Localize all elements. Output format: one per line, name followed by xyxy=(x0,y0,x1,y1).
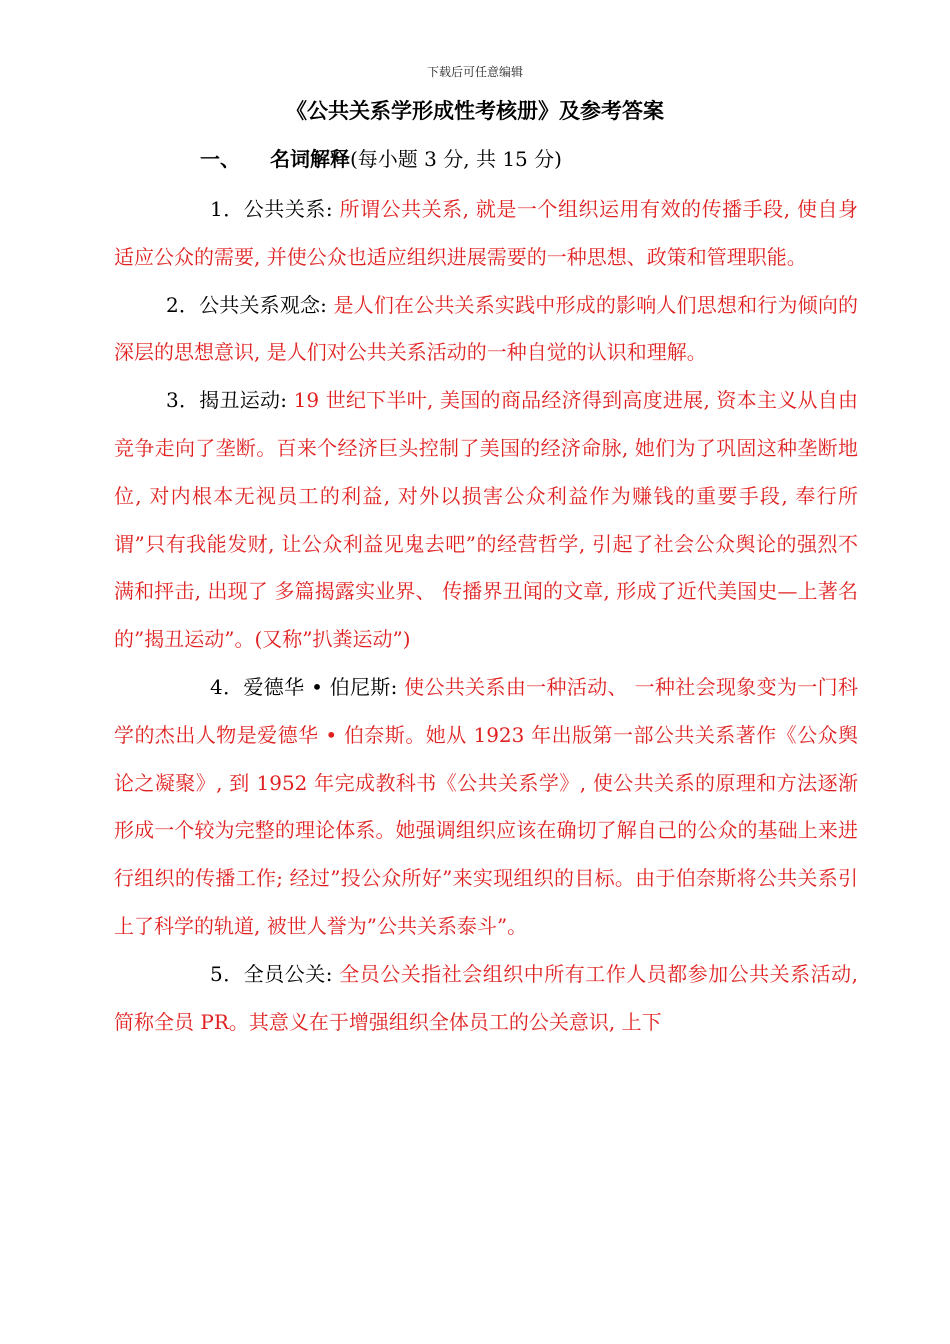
entry-term: 4．爱德华 • 伯尼斯: xyxy=(210,674,405,699)
section-name: 名词解释 xyxy=(270,147,350,171)
entry-definition: 19 世纪下半叶, 美国的商品经济得到高度进展, 资本主义从自由竞争走向了垄断。百来个经济巨头控制了美国的经济命脉, 她们为了巩固这种垄断地位, 对内根本无视员工的利益, 对外以损害公众利益作为赚钱的重要手段, 奉行所谓”只有我能发财, 让公众利益见鬼去吧”的经营哲学, 引起了社会公众舆论的强烈不满和抨击, 出现了 多篇揭露实业界、 传播界丑闻的文章, 形成了近代美国史—上著名的”揭丑运动”。(又称”扒粪运动”) xyxy=(114,388,858,652)
entry-definition: 所谓公共关系, 就是一个组织运用有效的传播手段, 使自身适应公众的需要, 并使公众也适应组织进展需要的一种思想、政策和管理职能。 xyxy=(114,197,858,269)
watermark-text: 下载后可任意编辑 xyxy=(426,65,523,79)
section-number: 一、 xyxy=(200,147,240,171)
entry-definition: 使公共关系由一种活动、 一种社会现象变为一门科学的杰出人物是爱德华 • 伯奈斯。她从 1923 年出版第一部公共关系著作《公众舆论之凝聚》, 到 1952 年完成教科书《公共关系学》, 使公共关系的原理和方法逐渐形成一个较为完整的理论体系。她强调组织应该在确切了解自己的公众的基础上来进行组织的传播工作; 经过”投公众所好”来实现组织的目标。由于伯奈斯将公共关系引上了科学的轨道, 被世人誉为”公共关系泰斗”。 xyxy=(114,674,858,938)
entry-public-relations xyxy=(114,186,858,282)
entry-term: 5．全员公关: xyxy=(210,961,340,986)
entry-muckraking xyxy=(114,377,858,664)
entry-term: 2．公共关系观念: xyxy=(166,292,334,317)
entry-term: 1．公共关系: xyxy=(210,197,340,221)
entry-total-pr xyxy=(114,951,858,1047)
section-heading xyxy=(200,144,562,174)
entry-pr-concept xyxy=(114,282,858,378)
entry-edward-bernays xyxy=(114,664,858,951)
document-title: 《公共关系学形成性考核册》及参考答案 xyxy=(286,98,664,123)
section-note: (每小题 3 分, 共 15 分) xyxy=(350,147,562,171)
document-body xyxy=(114,186,858,1046)
entry-term: 3．揭丑运动: xyxy=(166,388,294,413)
entry-definition: 全员公关指社会组织中所有工作人员都参加公共关系活动, 简称全员 PR。其意义在于增强组织全体员工的公关意识, 上下 xyxy=(114,961,858,1034)
entry-definition: 是人们在公共关系实践中形成的影响人们思想和行为倾向的深层的思想意识, 是人们对公共关系活动的一种自觉的认识和理解。 xyxy=(114,292,859,365)
